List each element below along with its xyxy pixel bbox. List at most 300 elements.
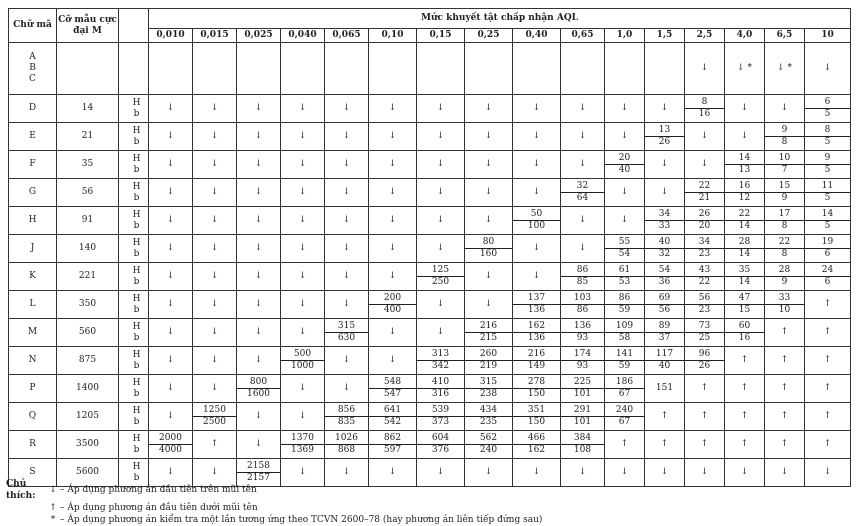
sample-size-column-header: Cỡ mẫu cực đại M xyxy=(57,9,119,43)
plan-value-bottom: 160 xyxy=(479,249,498,259)
aql-cell: ↓ xyxy=(685,151,725,179)
plan-value-bottom: 542 xyxy=(383,417,402,427)
aql-cell xyxy=(465,235,513,263)
aql-cell: ↓ xyxy=(325,123,369,151)
aql-cell xyxy=(765,123,805,151)
plan-value-top: 200 xyxy=(369,293,416,305)
aql-cell: ↓ xyxy=(193,347,237,375)
aql-cell xyxy=(805,95,851,123)
table-row xyxy=(9,179,851,207)
aql-cell: ↓ xyxy=(193,179,237,207)
aql-cell: ↓ xyxy=(513,151,561,179)
plan-value-top: 562 xyxy=(465,433,512,445)
aql-cell: ↑ xyxy=(725,403,765,431)
aql-cell xyxy=(605,43,645,95)
code-letter: M xyxy=(9,319,57,347)
aql-cell: ↓ xyxy=(193,207,237,235)
aql-cell xyxy=(805,235,851,263)
aql-cell: ↓ xyxy=(369,151,417,179)
legend-text-down: – Áp dụng phương án đầu tiên trên mũi tên xyxy=(60,485,257,495)
aql-cell: ↑ xyxy=(805,319,851,347)
aql-cell xyxy=(685,319,725,347)
plan-value-bottom: 16 xyxy=(738,333,751,343)
plan-value-top: 17 xyxy=(765,209,804,221)
aql-cell: ↑ xyxy=(193,431,237,459)
aql-cell xyxy=(561,291,605,319)
aql-cell: ↓ xyxy=(149,347,193,375)
aql-cell xyxy=(561,43,605,95)
plan-value-bottom: 14 xyxy=(738,221,751,231)
aql-cell: ↓ xyxy=(193,235,237,263)
aql-cell: ↑ xyxy=(765,347,805,375)
aql-cell xyxy=(513,403,561,431)
aql-level-header: 0,40 xyxy=(513,29,561,43)
plan-value-bottom: 373 xyxy=(431,417,450,427)
aql-cell: ↓ xyxy=(237,123,281,151)
plan-value-bottom: 149 xyxy=(527,361,546,371)
plan-value-bottom: 56 xyxy=(658,305,671,315)
plan-value-top: 103 xyxy=(561,293,604,305)
aql-cell: ↓ xyxy=(605,123,645,151)
aql-cell xyxy=(325,319,369,347)
max-sample-size: 875 xyxy=(57,347,119,375)
plan-value-bottom: 5 xyxy=(824,165,831,175)
plan-value-top: 225 xyxy=(561,377,604,389)
aql-cell xyxy=(325,431,369,459)
aql-cell xyxy=(605,347,645,375)
plan-value-top: 351 xyxy=(513,405,560,417)
aql-cell xyxy=(605,151,645,179)
aql-cell: ↓ xyxy=(465,179,513,207)
code-letter: Q xyxy=(9,403,57,431)
plan-value-bottom: 26 xyxy=(698,361,711,371)
aql-cell xyxy=(645,207,685,235)
plan-value-top: 14 xyxy=(725,153,764,165)
aql-cell xyxy=(605,375,645,403)
hb-label: H b xyxy=(119,151,149,179)
legend-text-up: – Áp dụng phương án đầu tiên dưới mũi tên xyxy=(60,503,258,513)
aql-cell: ↓ xyxy=(561,235,605,263)
max-sample-size: 1205 xyxy=(57,403,119,431)
plan-value-bottom: 868 xyxy=(337,445,356,455)
table-row xyxy=(9,319,851,347)
aql-cell: ↑ xyxy=(765,319,805,347)
asterisk-icon: * xyxy=(50,515,56,525)
aql-cell xyxy=(645,347,685,375)
plan-value-bottom: 238 xyxy=(479,389,498,399)
aql-cell: ↓ xyxy=(237,263,281,291)
aql-cell: ↓ xyxy=(149,95,193,123)
table-row xyxy=(9,43,851,95)
plan-value-top: 34 xyxy=(685,237,724,249)
aql-cell: ↓ xyxy=(149,459,193,487)
plan-value-bottom: 108 xyxy=(573,445,592,455)
plan-value-top: 40 xyxy=(645,237,684,249)
plan-value-top: 162 xyxy=(513,321,560,333)
aql-cell xyxy=(281,43,325,95)
plan-value-bottom: 316 xyxy=(431,389,450,399)
aql-cell: ↓ xyxy=(417,207,465,235)
aql-cell xyxy=(513,319,561,347)
aql-cell xyxy=(725,179,765,207)
table-row xyxy=(9,291,851,319)
aql-cell xyxy=(561,347,605,375)
plan-value-top: 1026 xyxy=(325,433,368,445)
aql-cell: ↑ xyxy=(805,431,851,459)
max-sample-size: 1400 xyxy=(57,375,119,403)
aql-cell: ↓ xyxy=(685,123,725,151)
plan-value-top: 604 xyxy=(417,433,464,445)
aql-cell xyxy=(605,235,645,263)
aql-cell: ↓ xyxy=(237,403,281,431)
table-body xyxy=(9,43,851,487)
plan-value-bottom: 86 xyxy=(576,305,589,315)
code-letter: A B C xyxy=(9,43,57,95)
aql-cell: ↓ xyxy=(369,235,417,263)
plan-value-top: 136 xyxy=(561,321,604,333)
code-letter: L xyxy=(9,291,57,319)
aql-cell: ↓ xyxy=(237,431,281,459)
aql-cell: ↓ xyxy=(325,375,369,403)
aql-cell xyxy=(725,263,765,291)
aql-cell: ↓ xyxy=(193,375,237,403)
plan-value-bottom: 15 xyxy=(738,305,751,315)
aql-cell xyxy=(561,375,605,403)
hb-label: H b xyxy=(119,291,149,319)
aql-cell xyxy=(725,319,765,347)
hb-label: H b xyxy=(119,459,149,487)
aql-cell xyxy=(765,235,805,263)
legend-text-asterisk: – Áp dụng phương án kiểm tra một lần tương ứng theo TCVN 2600–78 (hay phương án liên tiếp đứng sau) xyxy=(60,515,543,525)
plan-value-top: 8 xyxy=(805,125,850,137)
aql-cell: ↓ xyxy=(765,459,805,487)
aql-level-header: 0,025 xyxy=(237,29,281,43)
aql-cell: ↓ xyxy=(725,459,765,487)
aql-cell: ↑ xyxy=(645,403,685,431)
plan-value-top: 60 xyxy=(725,321,764,333)
aql-cell: ↑ xyxy=(605,431,645,459)
plan-value-top: 20 xyxy=(605,153,644,165)
plan-value-top: 14 xyxy=(805,209,850,221)
plan-value-top: 26 xyxy=(685,209,724,221)
plan-value-top: 291 xyxy=(561,405,604,417)
plan-value-bottom: 136 xyxy=(527,305,546,315)
code-letter: R xyxy=(9,431,57,459)
aql-cell: ↑ xyxy=(805,403,851,431)
aql-cell xyxy=(465,43,513,95)
aql-cell xyxy=(417,43,465,95)
max-sample-size xyxy=(57,43,119,95)
plan-value-top: 137 xyxy=(513,293,560,305)
aql-cell: ↓ xyxy=(513,179,561,207)
plan-value-bottom: 215 xyxy=(479,333,498,343)
aql-cell xyxy=(281,431,325,459)
aql-cell: ↓ xyxy=(465,207,513,235)
plan-value-top: 186 xyxy=(605,377,644,389)
plan-value-bottom: 6 xyxy=(824,249,831,259)
aql-cell: ↓ xyxy=(193,263,237,291)
aql-cell: ↓ xyxy=(325,207,369,235)
max-sample-size: 560 xyxy=(57,319,119,347)
aql-cell: ↑ xyxy=(725,431,765,459)
plan-value-top: 80 xyxy=(465,237,512,249)
aql-level-header: 0,65 xyxy=(561,29,605,43)
aql-level-header: 0,065 xyxy=(325,29,369,43)
plan-value-top: 109 xyxy=(605,321,644,333)
plan-value-bottom: 1369 xyxy=(291,445,314,455)
plan-value-top: 55 xyxy=(605,237,644,249)
aql-cell: ↓ xyxy=(149,235,193,263)
aql-cell: ↓ xyxy=(417,235,465,263)
aql-cell: ↓ xyxy=(237,95,281,123)
aql-cell xyxy=(805,179,851,207)
aql-cell: ↓ xyxy=(325,459,369,487)
plan-value-top: 54 xyxy=(645,265,684,277)
aql-cell: ↓ xyxy=(685,459,725,487)
max-sample-size: 35 xyxy=(57,151,119,179)
aql-cell: ↑ xyxy=(725,347,765,375)
plan-value-top: 216 xyxy=(465,321,512,333)
table-row xyxy=(9,151,851,179)
aql-cell xyxy=(725,151,765,179)
aql-level-header: 0,10 xyxy=(369,29,417,43)
plan-value-top: 174 xyxy=(561,349,604,361)
plan-value-bottom: 342 xyxy=(431,361,450,371)
table-row xyxy=(9,235,851,263)
plan-value-bottom: 53 xyxy=(618,277,631,287)
aql-cell xyxy=(369,291,417,319)
aql-cell xyxy=(237,43,281,95)
aql-cell: ↓ xyxy=(805,43,851,95)
plan-value-top: 500 xyxy=(281,349,324,361)
aql-cell: ↓ xyxy=(561,123,605,151)
plan-value-top: 35 xyxy=(725,265,764,277)
aql-cell xyxy=(561,263,605,291)
aql-cell xyxy=(417,347,465,375)
aql-cell: ↑ xyxy=(765,431,805,459)
aql-cell xyxy=(193,43,237,95)
plan-value-top: 216 xyxy=(513,349,560,361)
plan-value-bottom: 13 xyxy=(738,165,751,175)
aql-cell xyxy=(513,431,561,459)
aql-cell: ↓ xyxy=(513,459,561,487)
aql-cell: ↓ xyxy=(417,291,465,319)
aql-cell: ↓ xyxy=(417,459,465,487)
plan-value-top: 800 xyxy=(237,377,280,389)
plan-value-bottom: 9 xyxy=(781,193,788,203)
plan-value-bottom: 100 xyxy=(527,221,546,231)
aql-cell xyxy=(513,347,561,375)
aql-cell: ↓ xyxy=(765,95,805,123)
aql-cell: ↓ xyxy=(237,151,281,179)
aql-cell: ↓ xyxy=(645,179,685,207)
table-row xyxy=(9,95,851,123)
aql-cell: 151 xyxy=(645,375,685,403)
plan-value-bottom: 6 xyxy=(824,277,831,287)
plan-value-top: 47 xyxy=(725,293,764,305)
aql-cell: ↑ xyxy=(805,291,851,319)
aql-cell: ↓ xyxy=(237,319,281,347)
plan-value-bottom: 23 xyxy=(698,249,711,259)
code-letter: D xyxy=(9,95,57,123)
plan-value-bottom: 9 xyxy=(781,277,788,287)
plan-value-top: 32 xyxy=(561,181,604,193)
hb-label: H b xyxy=(119,235,149,263)
aql-cell: ↓ xyxy=(513,263,561,291)
plan-value-bottom: 400 xyxy=(383,305,402,315)
aql-cell xyxy=(325,43,369,95)
plan-value-bottom: 2157 xyxy=(247,473,270,483)
aql-cell xyxy=(417,431,465,459)
aql-cell: ↑ xyxy=(685,375,725,403)
aql-cell: ↑ xyxy=(645,431,685,459)
plan-value-bottom: 219 xyxy=(479,361,498,371)
plan-value-top: 410 xyxy=(417,377,464,389)
code-letter: S xyxy=(9,459,57,487)
aql-cell: ↓ xyxy=(281,151,325,179)
plan-value-bottom: 40 xyxy=(618,165,631,175)
plan-value-bottom: 20 xyxy=(698,221,711,231)
plan-value-bottom: 14 xyxy=(738,277,751,287)
plan-value-top: 16 xyxy=(725,181,764,193)
plan-value-bottom: 1600 xyxy=(247,389,270,399)
legend-title: Chú thích: xyxy=(6,479,36,501)
plan-value-top: 24 xyxy=(805,265,850,277)
plan-value-bottom: 16 xyxy=(698,109,711,119)
plan-value-top: 10 xyxy=(765,153,804,165)
code-letter: N xyxy=(9,347,57,375)
aql-cell: ↓ xyxy=(149,403,193,431)
aql-level-header: 10 xyxy=(805,29,851,43)
max-sample-size: 3500 xyxy=(57,431,119,459)
plan-value-top: 15 xyxy=(765,181,804,193)
plan-value-bottom: 26 xyxy=(658,137,671,147)
plan-value-bottom: 58 xyxy=(618,333,631,343)
aql-cell xyxy=(605,319,645,347)
aql-cell xyxy=(805,123,851,151)
aql-title: Mức khuyết tật chấp nhận AQL xyxy=(149,9,851,29)
plan-value-top: 240 xyxy=(605,405,644,417)
aql-cell xyxy=(685,207,725,235)
aql-cell xyxy=(765,207,805,235)
aql-cell xyxy=(325,403,369,431)
plan-value-bottom: 5 xyxy=(824,221,831,231)
aql-cell: ↓ * xyxy=(765,43,805,95)
plan-value-top: 2158 xyxy=(237,461,280,473)
plan-value-bottom: 835 xyxy=(337,417,356,427)
aql-cell: ↓ xyxy=(369,459,417,487)
aql-cell: ↓ xyxy=(325,235,369,263)
plan-value-top: 22 xyxy=(685,181,724,193)
plan-value-bottom: 250 xyxy=(431,277,450,287)
aql-cell: ↓ xyxy=(325,95,369,123)
plan-value-top: 96 xyxy=(685,349,724,361)
up-arrow-icon: ↑ xyxy=(49,503,57,513)
aql-cell xyxy=(237,375,281,403)
aql-cell: ↓ xyxy=(417,319,465,347)
aql-cell xyxy=(605,291,645,319)
hb-label: H b xyxy=(119,207,149,235)
plan-value-top: 260 xyxy=(465,349,512,361)
plan-value-top: 73 xyxy=(685,321,724,333)
aql-cell: ↓ xyxy=(369,263,417,291)
code-letter: F xyxy=(9,151,57,179)
aql-cell: ↑ xyxy=(685,403,725,431)
aql-cell: ↓ xyxy=(465,123,513,151)
aql-cell xyxy=(417,403,465,431)
aql-cell: ↓ xyxy=(193,459,237,487)
aql-cell: ↓ xyxy=(281,291,325,319)
plan-value-bottom: 240 xyxy=(479,445,498,455)
aql-cell: ↑ xyxy=(765,375,805,403)
plan-value-bottom: 32 xyxy=(658,249,671,259)
aql-cell: ↓ xyxy=(237,291,281,319)
aql-cell: ↓ xyxy=(685,43,725,95)
plan-value-top: 11 xyxy=(805,181,850,193)
aql-cell: ↓ xyxy=(369,179,417,207)
aql-cell xyxy=(605,403,645,431)
aql-cell: ↓ xyxy=(605,179,645,207)
plan-value-top: 8 xyxy=(685,97,724,109)
aql-level-header: 0,040 xyxy=(281,29,325,43)
aql-cell xyxy=(369,431,417,459)
plan-value-top: 50 xyxy=(513,209,560,221)
plan-value-top: 315 xyxy=(325,321,368,333)
plan-value-bottom: 14 xyxy=(738,249,751,259)
max-sample-size: 56 xyxy=(57,179,119,207)
aql-cell: ↓ xyxy=(237,179,281,207)
aql-cell: ↓ xyxy=(281,459,325,487)
plan-value-top: 315 xyxy=(465,377,512,389)
hb-label xyxy=(119,43,149,95)
plan-value-top: 9 xyxy=(765,125,804,137)
aql-table-container xyxy=(8,8,851,487)
plan-value-bottom: 23 xyxy=(698,305,711,315)
aql-cell: ↓ xyxy=(325,179,369,207)
aql-cell: ↓ xyxy=(149,151,193,179)
aql-cell xyxy=(465,375,513,403)
aql-cell xyxy=(805,207,851,235)
plan-value-bottom: 7 xyxy=(781,165,788,175)
down-arrow-icon: ↓ xyxy=(49,485,57,495)
plan-value-top: 13 xyxy=(645,125,684,137)
plan-value-top: 9 xyxy=(805,153,850,165)
aql-level-header: 0,015 xyxy=(193,29,237,43)
plan-value-bottom: 21 xyxy=(698,193,711,203)
aql-cell: ↓ xyxy=(193,291,237,319)
aql-cell xyxy=(765,263,805,291)
table-row xyxy=(9,263,851,291)
aql-cell: ↓ xyxy=(149,375,193,403)
aql-cell: ↓ xyxy=(281,263,325,291)
plan-value-top: 466 xyxy=(513,433,560,445)
aql-cell xyxy=(465,431,513,459)
aql-level-header: 0,25 xyxy=(465,29,513,43)
plan-value-bottom: 5 xyxy=(824,137,831,147)
table-row xyxy=(9,403,851,431)
plan-value-bottom: 59 xyxy=(618,305,631,315)
plan-value-top: 69 xyxy=(645,293,684,305)
plan-value-top: 862 xyxy=(369,433,416,445)
aql-level-header: 1,0 xyxy=(605,29,645,43)
aql-cell xyxy=(765,151,805,179)
plan-value-bottom: 162 xyxy=(527,445,546,455)
aql-cell: ↓ xyxy=(465,263,513,291)
aql-cell xyxy=(193,403,237,431)
plan-value-top: 1370 xyxy=(281,433,324,445)
plan-value-bottom: 12 xyxy=(738,193,751,203)
table-row xyxy=(9,375,851,403)
